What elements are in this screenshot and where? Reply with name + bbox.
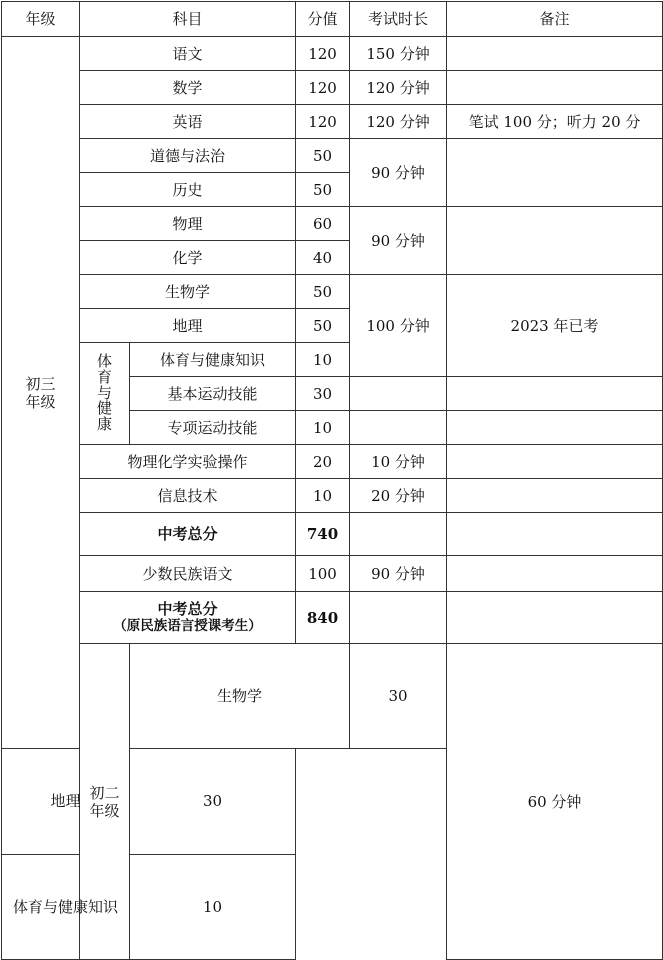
score-basic-sports: 30 [296,377,350,411]
score-geography: 50 [296,309,350,343]
table-row [2,644,663,749]
table-row [2,37,663,71]
header-notes: 备注 [447,2,663,37]
score-pe-knowledge: 10 [296,343,350,377]
duration-it: 20 分钟 [350,479,447,513]
pe-group-char: 健 [96,399,112,418]
score-math: 120 [296,71,350,105]
subject-chinese: 语文 [80,37,296,71]
grade2-label-line2: 年级 [89,801,120,820]
subject-it: 信息技术 [80,479,296,513]
duration-lab: 10 分钟 [350,445,447,479]
grade3-label [2,37,80,749]
score-total: 740 [296,513,350,556]
score-it: 10 [296,479,350,513]
note-basic-sports [447,377,663,411]
note-math [447,71,663,105]
subject-minority-language: 少数民族语文 [80,556,296,592]
note-physics-chemistry [447,207,663,275]
subject-special-sports: 专项运动技能 [130,411,296,445]
duration-bio-geo-pe: 100 分钟 [350,275,447,377]
subject-morality: 道德与法治 [80,139,296,173]
pe-group-char: 与 [96,383,112,402]
header-row [2,2,663,37]
duration-minority-language: 90 分钟 [350,556,447,592]
duration-total [350,513,447,556]
header-subject: 科目 [80,2,296,37]
subject-pe-knowledge: 体育与健康知识 [130,343,296,377]
subject-lab: 物理化学实验操作 [80,445,296,479]
score-biology: 50 [296,275,350,309]
subject-basic-sports: 基本运动技能 [130,377,296,411]
score-special-sports: 10 [296,411,350,445]
score-g2-pe-knowledge: 10 [130,854,296,959]
table-row [2,479,663,513]
score-chemistry: 40 [296,241,350,275]
duration-basic-sports [350,377,447,411]
duration-morality-history: 90 分钟 [350,139,447,207]
pe-group-label [80,343,130,445]
score-g2-geography: 30 [130,749,296,854]
score-total-minority: 840 [296,592,350,644]
duration-total-minority [350,592,447,644]
subject-g2-geography: 地理 [2,749,130,854]
score-chinese: 120 [296,37,350,71]
duration-g2: 60 分钟 [447,644,663,960]
table-row [2,556,663,592]
exam-subjects-table [1,1,663,960]
header-score: 分值 [296,2,350,37]
score-physics: 60 [296,207,350,241]
note-it [447,479,663,513]
subject-total-minority-line2: （原民族语言授课考生） [113,618,262,635]
subject-total-minority-line1: 中考总分 [157,600,218,619]
note-minority-language [447,556,663,592]
table-row [2,207,663,241]
grade2-label-line1: 初二 [89,783,120,802]
subject-english: 英语 [80,105,296,139]
score-morality: 50 [296,139,350,173]
score-english: 120 [296,105,350,139]
subject-g2-biology: 生物学 [130,644,350,749]
grade3-label-line2: 年级 [25,392,56,411]
table-row [2,139,663,173]
subject-math: 数学 [80,71,296,105]
subject-physics: 物理 [80,207,296,241]
note-chinese [447,37,663,71]
duration-math: 120 分钟 [350,71,447,105]
subject-history: 历史 [80,173,296,207]
header-grade: 年级 [2,2,80,37]
score-g2-biology: 30 [350,644,447,749]
note-morality-history [447,139,663,207]
subject-total: 中考总分 [80,513,296,556]
subject-geography: 地理 [80,309,296,343]
pe-group-char: 育 [96,367,112,386]
note-english: 笔试 100 分；听力 20 分 [447,105,663,139]
header-duration: 考试时长 [350,2,447,37]
table-row [2,275,663,309]
subject-chemistry: 化学 [80,241,296,275]
note-lab [447,445,663,479]
table-row [2,445,663,479]
pe-group-char: 康 [96,415,112,434]
table-row [2,592,663,644]
subject-biology: 生物学 [80,275,296,309]
table-row [2,71,663,105]
duration-english: 120 分钟 [350,105,447,139]
note-total-minority [447,592,663,644]
note-total [447,513,663,556]
note-already-tested: 2023 年已考 [447,275,663,377]
duration-special-sports [350,411,447,445]
duration-physics-chemistry: 90 分钟 [350,207,447,275]
pe-group-char: 体 [96,352,112,371]
grade3-label-line1: 初三 [25,374,56,393]
score-minority-language: 100 [296,556,350,592]
score-lab: 20 [296,445,350,479]
subject-total-minority [80,592,296,644]
table-row [2,513,663,556]
note-special-sports [447,411,663,445]
score-history: 50 [296,173,350,207]
subject-g2-pe-knowledge: 体育与健康知识 [2,854,130,959]
table-row [2,105,663,139]
duration-chinese: 150 分钟 [350,37,447,71]
